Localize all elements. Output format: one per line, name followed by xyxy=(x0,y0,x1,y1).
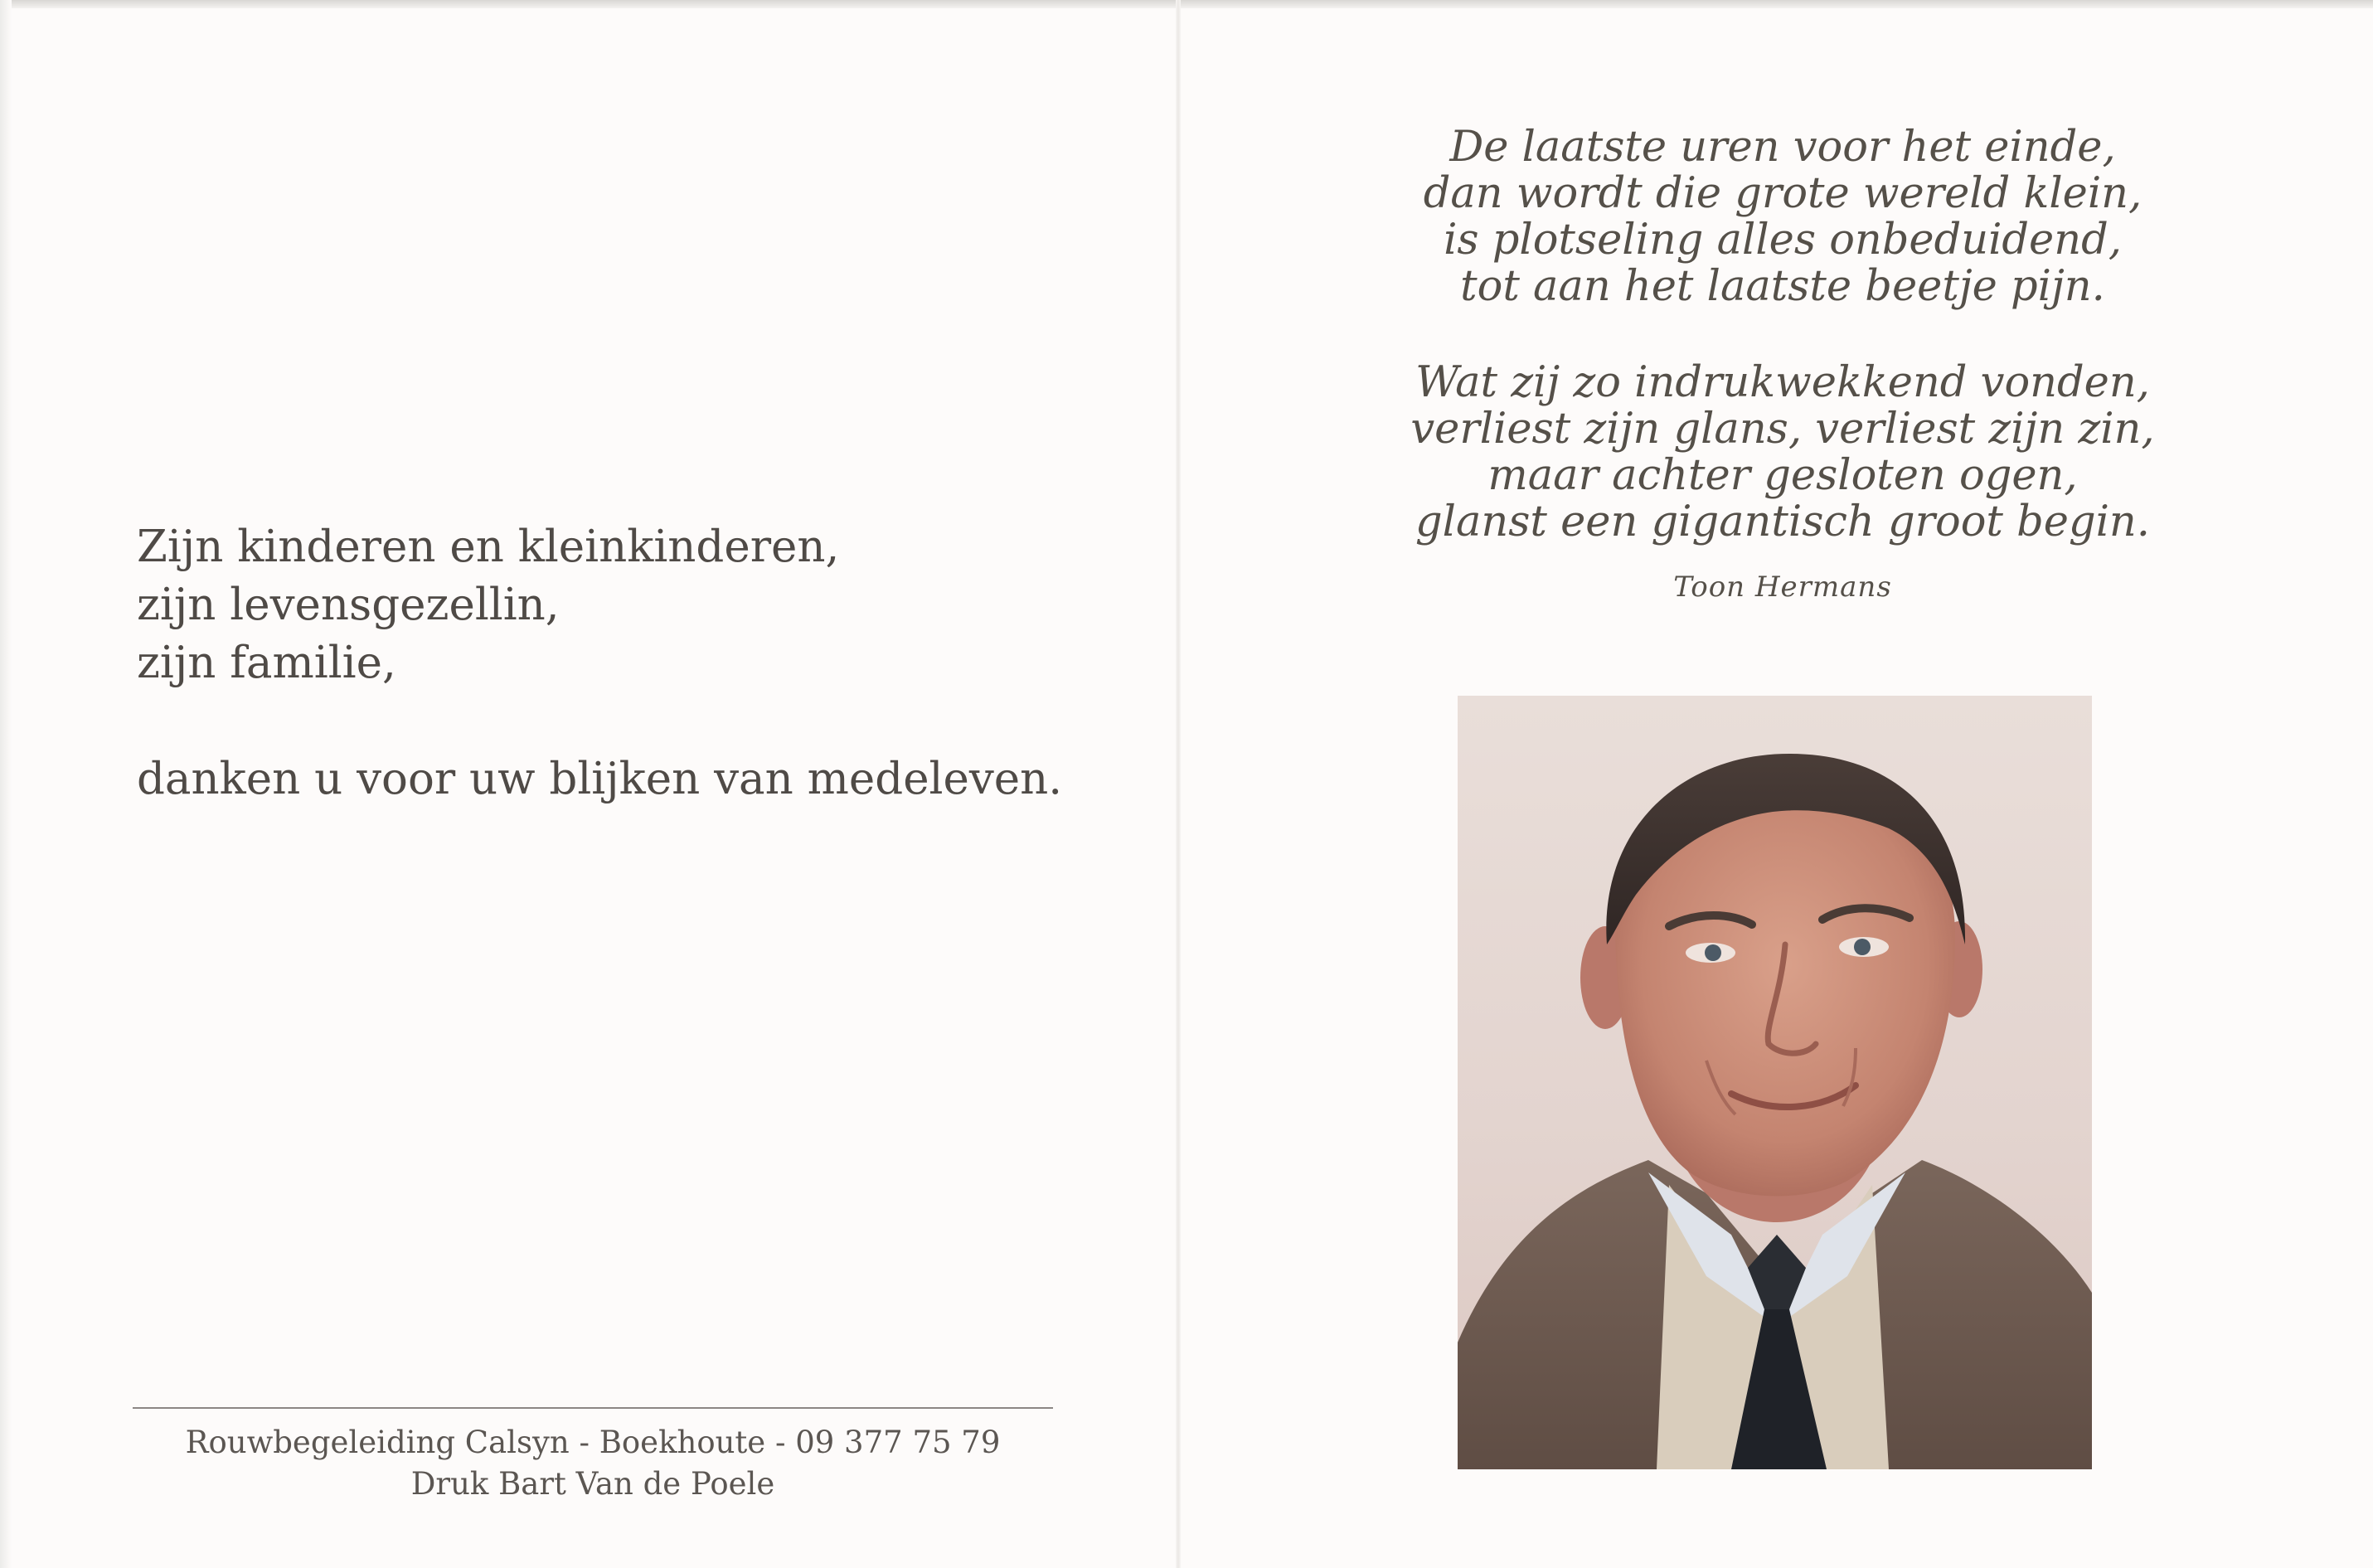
poem-line: Wat zij zo indrukwekkend vonden, xyxy=(1415,358,2150,407)
portrait-photo xyxy=(1458,696,2092,1469)
poem-line: tot aan het laatste beetje pijn. xyxy=(1460,262,2105,311)
footer-divider xyxy=(133,1407,1053,1409)
footer-line-funeral-home: Rouwbegeleiding Calsyn - Boekhoute - 09 377 75 79 xyxy=(185,1425,1001,1460)
thanks-closing: danken u voor uw blijken van medeleven. xyxy=(137,754,1063,804)
poem-line: De laatste uren voor het einde, xyxy=(1449,123,2116,172)
footer-line-printer: Druk Bart Van de Poele xyxy=(410,1466,775,1502)
poem-author: Toon Hermans xyxy=(1673,570,1892,604)
left-panel xyxy=(0,0,1176,1568)
poem-stanza-gap xyxy=(1327,310,2239,360)
poem-stanza-1 xyxy=(1327,124,2239,310)
memorial-poem xyxy=(1327,124,2239,604)
thanks-message xyxy=(137,518,1132,808)
portrait-illustration xyxy=(1458,696,2092,1469)
thanks-line: zijn levensgezellin, xyxy=(137,580,560,630)
poem-stanza-2 xyxy=(1327,360,2239,546)
thanks-line: zijn familie, xyxy=(137,638,396,688)
poem-line: glanst een gigantisch groot begin. xyxy=(1415,498,2150,546)
printer-footer xyxy=(133,1422,1053,1505)
poem-line: verliest zijn glans, verliest zijn zin, xyxy=(1410,405,2155,454)
thanks-spacer xyxy=(137,692,1132,750)
poem-line: maar achter gesloten ogen, xyxy=(1487,451,2078,500)
thanks-line: Zijn kinderen en kleinkinderen, xyxy=(137,522,840,572)
poem-line: dan wordt die grote wereld klein, xyxy=(1423,169,2142,218)
poem-line: is plotseling alles onbeduidend, xyxy=(1444,216,2122,265)
